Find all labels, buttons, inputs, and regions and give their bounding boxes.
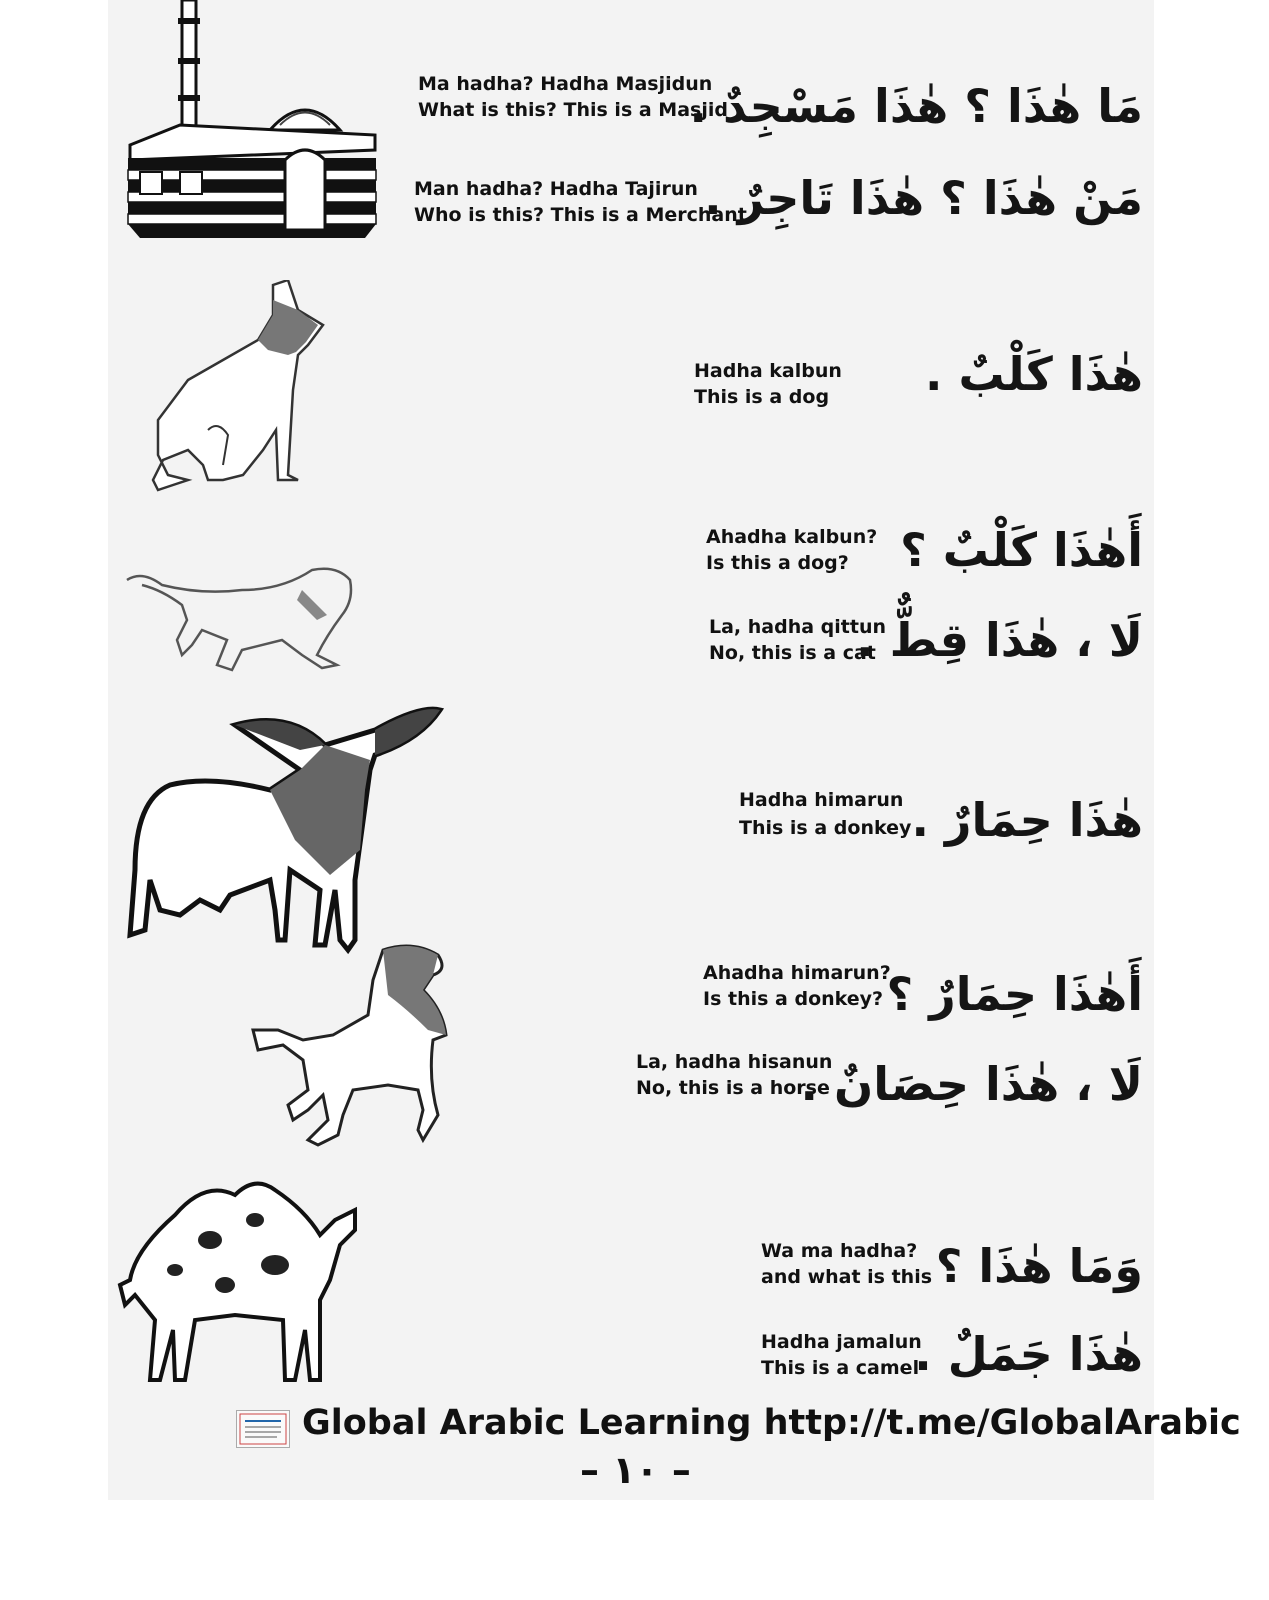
translit: Ahadha himarun? <box>703 962 891 984</box>
translit: Hadha himarun <box>739 789 904 811</box>
arabic-merchant: مَنْ هٰذَا ؟ هٰذَا تَاجِرٌ . <box>704 171 1143 225</box>
translation-donkey <box>739 787 911 841</box>
translation-merchant <box>414 176 747 228</box>
english: Is this a donkey? <box>703 988 884 1010</box>
kaaba-illustration <box>120 0 384 245</box>
translation-is-donkey <box>703 960 891 1012</box>
arabic-masjid: مَا هٰذَا ؟ هٰذَا مَسْجِدٌ . <box>689 79 1143 133</box>
horse-illustration <box>248 940 458 1160</box>
translit: Wa ma hadha? <box>761 1240 918 1262</box>
translit: Hadha kalbun <box>694 360 842 382</box>
arabic-what-this: وَمَا هٰذَا ؟ <box>935 1239 1143 1293</box>
english: What is this? This is a Masjid <box>418 99 728 121</box>
english: This is a camel <box>761 1357 920 1379</box>
footer-link[interactable]: Global Arabic Learning http://t.me/GlobalArabic <box>302 1403 1241 1443</box>
english: Is this a dog? <box>706 552 849 574</box>
arabic-dog: هٰذَا كَلْبٌ . <box>925 347 1143 401</box>
translit: La, hadha qittun <box>709 616 887 638</box>
arabic-horse: لَا ، هٰذَا حِصَانٌ . <box>800 1057 1143 1111</box>
arabic-donkey: هٰذَا حِمَارٌ . <box>911 793 1143 847</box>
translit: Ahadha kalbun? <box>706 526 878 548</box>
logo-icon <box>236 1410 290 1448</box>
translation-what-this <box>761 1238 932 1290</box>
translit: Man hadha? Hadha Tajirun <box>414 178 698 200</box>
arabic-camel: هٰذَا جَمَلٌ . <box>914 1327 1143 1381</box>
translation-camel <box>761 1329 922 1381</box>
dog-illustration <box>148 280 338 495</box>
english: Who is this? This is a Merchant <box>414 204 747 226</box>
english: No, this is a horse <box>636 1077 830 1099</box>
arabic-cat: لَا ، هٰذَا قِطٌّ . <box>856 613 1143 667</box>
english: No, this is a cat <box>709 642 876 664</box>
translation-is-dog <box>706 524 877 576</box>
translit: La, hadha hisanun <box>636 1051 833 1073</box>
arabic-is-dog: أَهٰذَا كَلْبٌ ؟ <box>900 523 1143 577</box>
cat-illustration <box>122 560 358 672</box>
arabic-is-donkey: أَهٰذَا حِمَارٌ ؟ <box>886 967 1143 1021</box>
translation-masjid <box>418 71 728 123</box>
english: This is a dog <box>694 386 830 408</box>
camel-illustration <box>115 1170 365 1385</box>
english: and what is this <box>761 1266 933 1288</box>
translit: Hadha jamalun <box>761 1331 922 1353</box>
english: This is a donkey <box>739 817 912 839</box>
translit: Ma hadha? Hadha Masjidun <box>418 73 713 95</box>
translation-dog <box>694 358 842 410</box>
page-number: – ١٠ – <box>580 1448 691 1492</box>
donkey-illustration <box>120 700 445 955</box>
